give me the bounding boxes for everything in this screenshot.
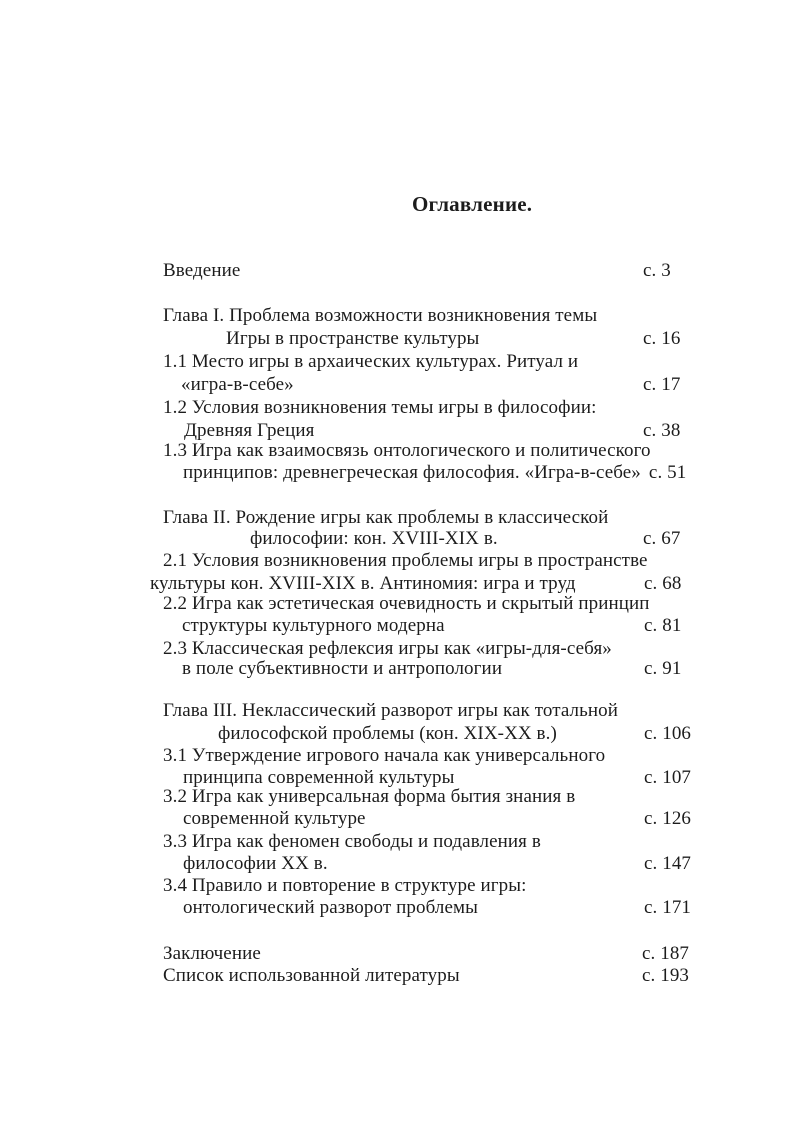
toc-item-line: философии XX в. xyxy=(183,853,328,874)
toc-entry-line: Введение xyxy=(163,260,241,281)
toc-item-line: в поле субъективности и антропологии xyxy=(182,658,503,679)
toc-item-line: 3.3 Игра как феномен свободы и подавления в xyxy=(163,831,541,852)
page-number: с. 17 xyxy=(643,374,681,395)
toc-item-line: 3.4 Правило и повторение в структуре игры: xyxy=(163,875,527,896)
toc-chapter-line: философии: кон. XVIII-XIX в. xyxy=(250,528,498,549)
page-number: с. 147 xyxy=(644,853,692,874)
toc-entry-line: Заключение xyxy=(163,943,261,964)
toc-chapter-line: философской проблемы (кон. XIX-XX в.) xyxy=(218,723,557,744)
toc-item-line: 2.2 Игра как эстетическая очевидность и скрытый принцип xyxy=(163,593,650,614)
page-number: с. 81 xyxy=(644,615,682,636)
page-number: с. 187 xyxy=(642,943,690,964)
toc-item-line: 1.1 Место игры в архаических культурах. Ритуал и xyxy=(163,351,579,372)
toc-chapter-line: Глава III. Неклассический разворот игры как тотальной xyxy=(163,700,619,721)
page-number: с. 38 xyxy=(643,420,681,441)
toc-item-line: Древняя Греция xyxy=(184,420,315,441)
page-number: с. 171 xyxy=(644,897,692,918)
page-number: с. 193 xyxy=(642,965,690,986)
toc-item-line: культуры кон. XVIII-XIX в. Антиномия: игра и труд xyxy=(150,573,576,594)
toc-item-line: принципа современной культуры xyxy=(183,767,455,788)
toc-item-line: 3.1 Утверждение игрового начала как универсального xyxy=(163,745,606,766)
toc-entry-line: Список использованной литературы xyxy=(163,965,460,986)
toc-item-line: современной культуре xyxy=(183,808,366,829)
toc-item-line: 2.1 Условия возникновения проблемы игры в пространстве xyxy=(163,550,648,571)
toc-item-line: 2.3 Классическая рефлексия игры как «игры-для-себя» xyxy=(163,638,612,659)
page-number: с. 106 xyxy=(644,723,692,744)
toc-item-line: «игра-в-себе» xyxy=(181,374,294,395)
toc-item-line xyxy=(183,463,686,482)
page-number: с. 126 xyxy=(644,808,692,829)
toc-item-line: 1.3 Игра как взаимосвязь онтологического и политического xyxy=(163,440,651,461)
toc-item-line: онтологический разворот проблемы xyxy=(183,897,478,918)
toc-item-line: 3.2 Игра как универсальная форма бытия знания в xyxy=(163,786,576,807)
toc-item-line: структуры культурного модерна xyxy=(182,615,445,636)
toc-item-line: 1.2 Условия возникновения темы игры в философии: xyxy=(163,397,597,418)
toc-chapter-line: Глава I. Проблема возможности возникновения темы xyxy=(163,305,598,326)
page-number: с. 91 xyxy=(644,658,682,679)
toc-chapter-line: Глава II. Рождение игры как проблемы в классической xyxy=(163,507,609,528)
page-title: Оглавление. xyxy=(412,192,533,216)
page-number: с. 68 xyxy=(644,573,682,594)
page-number: с. 16 xyxy=(643,328,681,349)
toc-item-line-text: принципов: древнегреческая философия. «Игра-в-себе» xyxy=(183,462,641,483)
page-number: с. 3 xyxy=(643,260,671,281)
page-number: с. 51 xyxy=(648,462,687,483)
page-number: с. 107 xyxy=(644,767,692,788)
toc-chapter-line: Игры в пространстве культуры xyxy=(226,328,480,349)
page-number: с. 67 xyxy=(643,528,681,549)
